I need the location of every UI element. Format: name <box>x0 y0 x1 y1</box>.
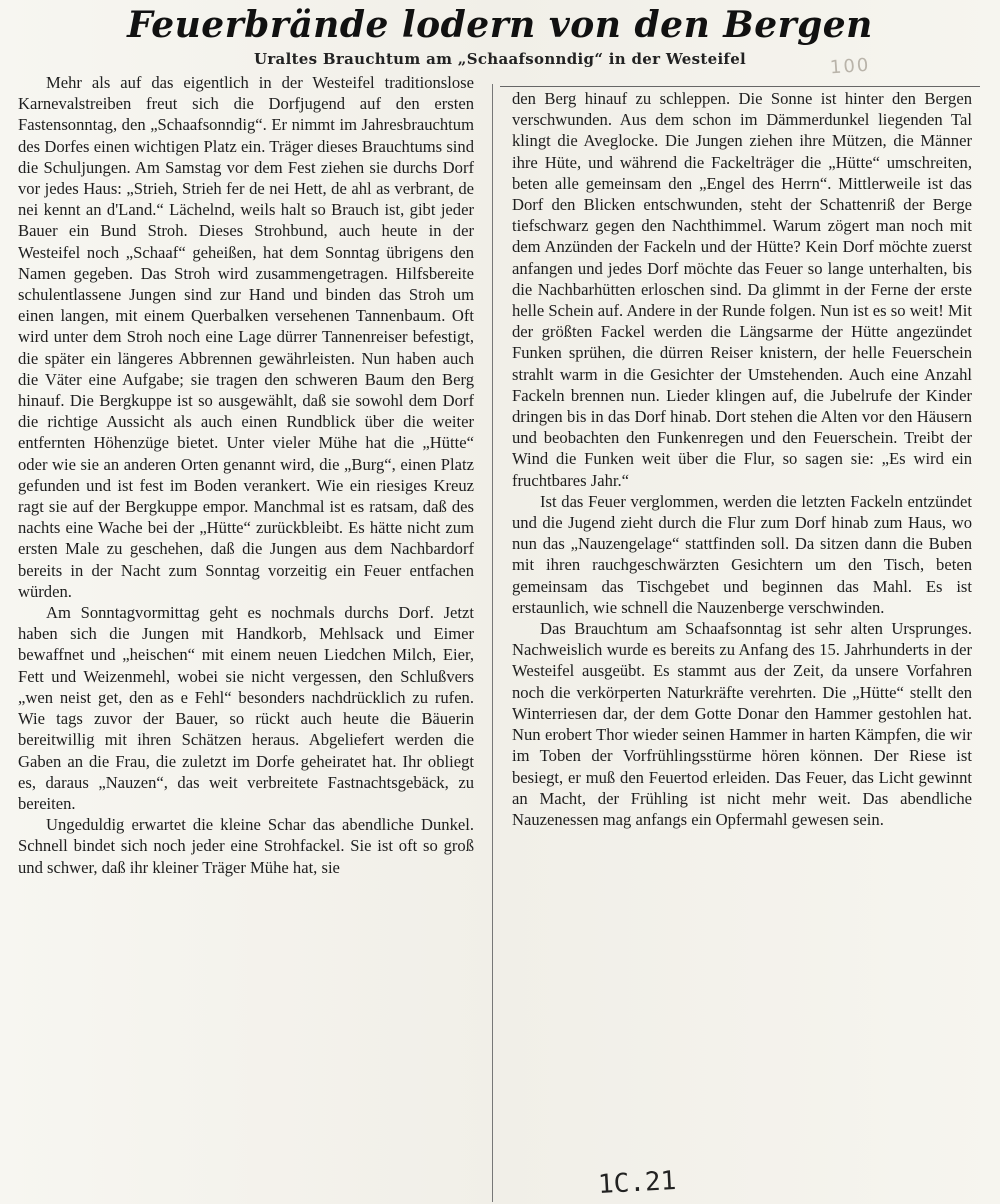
paragraph: Mehr als auf das eigentlich in der Westeifel traditionslose Karnevalstreiben freut sich die Dorfjugend auf den ersten Fastensonntag, den „Schaafsonndig“. Er nimmt im Jahresbrauchtum des Dorfes einen wichtigen Platz ein. Träger dieses Brauchtums sind die Schuljungen. Am Samstag vor dem Fest ziehen sie durchs Dorf vor jedes Haus: „Strieh, Strieh fer de nei Hett, de ahl as verbrant, de nei kennt an d'Land.“ Lächelnd, weils halt so Brauch ist, gibt jeder Bauer ein Bund Stroh. Dieses Strohbund, auch heute in der Westeifel noch „Schaaf“ geheißen, hat dem Sonntag übrigens den Namen gegeben. Das Stroh wird zusammengetragen. Hilfsbereite schulentlassene Jungen sind zur Hand und binden das Stroh um einen langen, mit einem Querbalken versehenen Tannenbaum. Oft wird unter dem Stroh noch eine Lage dürrer Tannenreiser befestigt, die später ein längeres Abbrennen gewährleisten. Nun haben auch die Väter eine Aufgabe; sie tragen den schweren Baum den Berg hinauf. Die Bergkuppe ist so ausgewählt, daß sie sowohl dem Dorf die richtige Aussicht als auch einen Rundblick über die weiter entfernten Höhenzüge bietet. Unter vieler Mühe hat die „Hütte“ oder wie sie an anderen Orten genannt wird, die „Burg“, einen Platz gefunden und ist fest im Boden verankert. Wie ein riesiges Kreuz ragt sie auf der Bergkuppe empor. Manchmal ist es ratsam, daß des nachts eine Wache bei der „Hütte“ zurückbleibt. Es hätte nicht zum ersten Male zu geschehen, daß die Jungen aus dem Nachbardorf bereits in der Nacht zum Sonntag vorzeitig ein Feuer entfachen würden. <box>18 73 474 601</box>
article-column-right <box>512 88 972 830</box>
headline: Feuerbrände lodern von den Bergen <box>127 4 873 46</box>
paragraph: Das Brauchtum am Schaafsonntag ist sehr alten Ursprunges. Nachweislich wurde es bereits zu Anfang des 15. Jahrhunderts in der Westeifel ausgeübt. Es stammt aus der Zeit, da unsere Vorfahren noch die verkörperten Naturkräfte verehrten. Die „Hütte“ stellt den Winterriesen dar, der dem Gotte Donar den Hammer gestohlen hat. Nun erobert Thor wieder seinen Hammer in harten Kämpfen, die wir im Toben der Vorfrühlingsstürme hören können. Der Riese ist besiegt, er muß den Feuertod erleiden. Das Feuer, das Licht gewinnt an Macht, der Frühling ist nicht mehr weit. Das abendliche Nauzenessen mag anfangs ein Opfermahl gewesen sein. <box>512 619 972 829</box>
paragraph: den Berg hinauf zu schleppen. Die Sonne ist hinter den Bergen verschwunden. Aus dem schon im Dämmerdunkel liegenden Tal klingt die Aveglocke. Die Jungen ziehen ihre Mützen, die Männer ihre Hüte, und während die Fackelträger die „Hütte“ umschreiten, beten alle gemeinsam den „Engel des Herrn“. Mittlerweile ist das Dorf den Blicken entschwunden, steht der Schattenriß der Berge tiefschwarz gegen den Nachthimmel. Warum zögert man noch mit dem Anzünden der Fackeln und der Hütte? Kein Dorf möchte zuerst anfangen und jedes Dorf möchte das Feuer so lange unterhalten, bis die Nachbarhütten erloschen sind. Da glimmt in der Ferne der erste helle Schein auf. Andere in der Runde folgen. Nun ist es so weit! Mit der größten Fackel werden die Längsarme der Hütte angezündet Funken sprühen, die dürren Reiser knistern, der helle Feuerschein strahlt warm in die Gesichter der Umstehenden. Auch eine Anzahl Fackeln brennen nun. Lieder klingen auf, die Jubelrufe der Kinder dringen bis in das Dorf hinab. Dort stehen die Alten vor den Häusern und beobachten den Funkenregen und den Feuerschein. Treibt der Wind die Funken weit über die Flur, so sagen sie: „Es wird ein fruchtbares Jahr.“ <box>512 89 972 490</box>
paragraph: Ist das Feuer verglommen, werden die letzten Fackeln entzündet und die Jugend zieht durch die Flur zum Dorf hinab zum Haus, wo nun das „Nauzengelage“ stattfinden soll. Da sitzen dann die Buben mit ihren rauchgeschwärzten Gesichtern um den Tisch, beten gemeinsam das Tischgebet und beginnen das Mahl. Es ist erstaunlich, wie schnell die Nauzenberge verschwinden. <box>512 491 972 617</box>
handwritten-annotation: 1C.21 <box>597 1165 678 1201</box>
faded-stamp-number: 100 <box>829 54 872 79</box>
paragraph: Am Sonntagvormittag geht es nochmals durchs Dorf. Jetzt haben sich die Jungen mit Handkorb, Mehlsack und Eimer bewaffnet und „heischen“ mit einem neuen Liedchen Milch, Eier, Fett und Weizenmehl, wobei sie nicht vergessen, den Schlußvers „wen neist get, den as e Fehl“ besonders nachdrücklich zu rufen. Wie tags zuvor der Bauer, so rückt auch heute die Bäuerin bereitwillig mit ihren Schätzen heraus. Abgeliefert werden die Gaben an die Frau, die zuletzt im Dorfe geheiratet hat. Ihr obliegt es, daraus „Nauzen“, das weit verbreitete Fastnachtsgebäck, zu bereiten. <box>18 603 474 813</box>
column-top-rule <box>500 86 980 87</box>
article-column-left <box>18 72 474 878</box>
subheadline: Uraltes Brauchtum am „Schaafsonndig“ in der Westeifel <box>253 50 747 68</box>
column-divider <box>492 84 493 1202</box>
paragraph: Ungeduldig erwartet die kleine Schar das abendliche Dunkel. Schnell bindet sich noch jeder eine Strohfackel. Sie ist oft so groß und schwer, daß ihr kleiner Träger Mühe hat, sie <box>18 815 474 877</box>
